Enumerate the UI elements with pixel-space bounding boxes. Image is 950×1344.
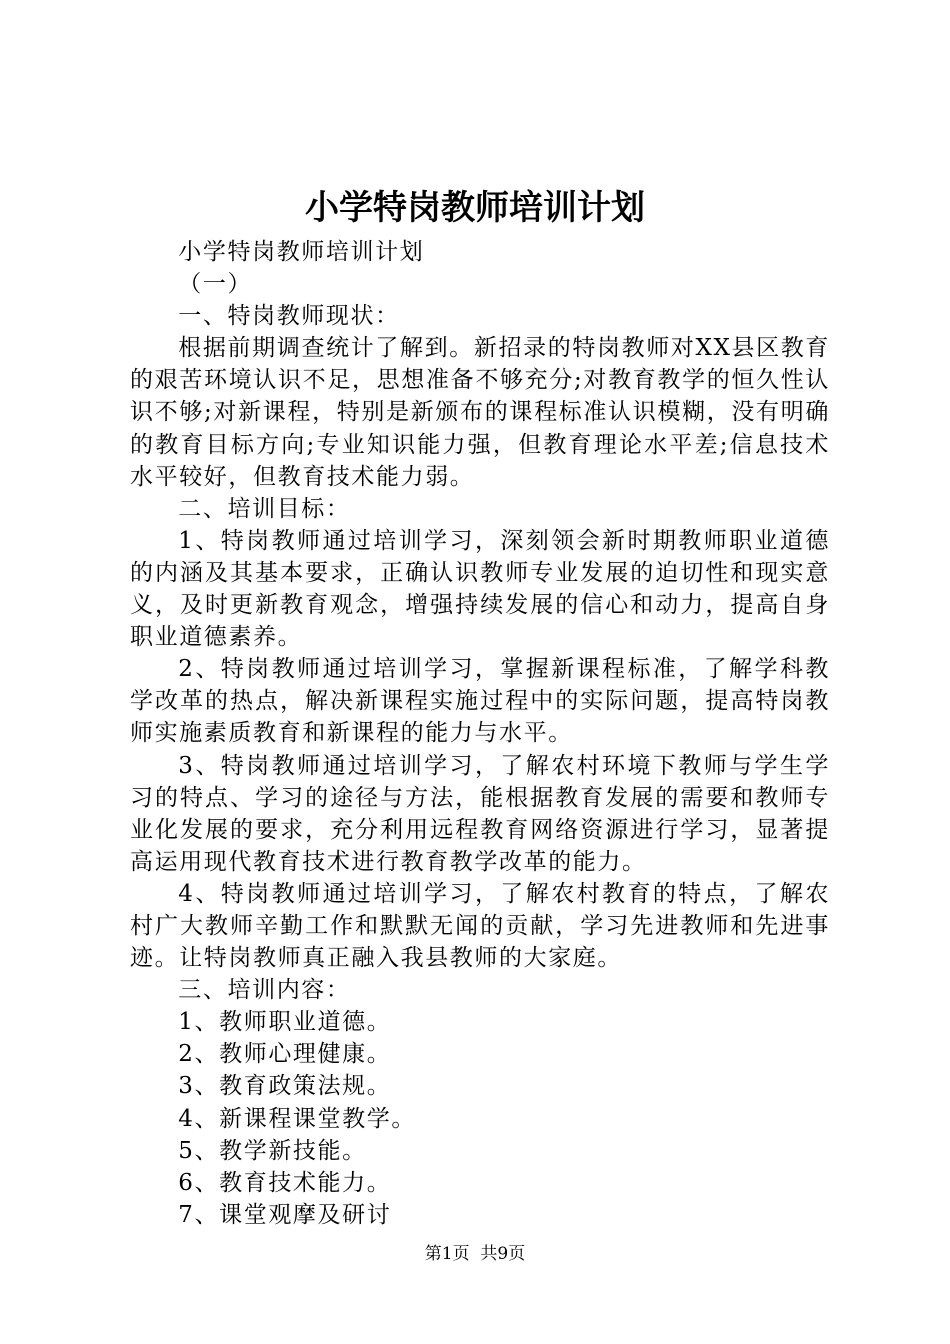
page-total: 共9页 <box>480 1244 526 1264</box>
paragraph-goal-4: 4、特岗教师通过培训学习，了解农村教育的特点，了解农村广大教师辛勤工作和默默无闻的贡献，学习先进教师和先进事迹。让特岗教师真正融入我县教师的大家庭。 <box>130 880 830 972</box>
paragraph-goal-3: 3、特岗教师通过培训学习，了解农村环境下教师与学生学习的特点、学习的途径与方法，能根据教育发展的需要和教师专业化发展的要求，充分利用远程教育网络资源进行学习，显著提高运用现代教育技术进行教育教学改革的能力。 <box>130 752 830 875</box>
page-footer <box>0 1242 950 1266</box>
content-item: 4、新课程课堂教学。 <box>178 1105 416 1132</box>
content-item: 2、教师心理健康。 <box>178 1041 392 1068</box>
section-heading-content: 三、培训内容： <box>178 977 351 1004</box>
subtitle-line: 小学特岗教师培训计划 <box>178 239 425 265</box>
page-number: 第1页 <box>424 1244 470 1264</box>
part-marker: （一） <box>178 271 253 298</box>
footer-gap <box>470 1244 481 1264</box>
content-item: 5、教学新技能。 <box>178 1137 367 1164</box>
paragraph-goal-1: 1、特岗教师通过培训学习，深刻领会新时期教师职业道德的内涵及其基本要求，正确认识教师专业发展的迫切性和现实意义，及时更新教育观念，增强持续发展的信心和动力，提高自身职业道德素养。 <box>130 527 830 651</box>
section-heading-status: 一、特岗教师现状： <box>178 303 400 330</box>
content-item: 3、教育政策法规。 <box>178 1073 392 1100</box>
content-item: 6、教育技术能力。 <box>178 1169 392 1196</box>
paragraph-status: 根据前期调查统计了解到。新招录的特岗教师对XX县区教育的艰苦环境认识不足，思想准备不够充分;对教育教学的恒久性认识不够;对新课程，特别是新颁布的课程标准认识模糊，没有明确的教育目标方向;专业知识能力强，但教育理论水平差;信息技术水平较好，但教育技术能力弱。 <box>130 335 830 490</box>
paragraph-goal-2: 2、特岗教师通过培训学习，掌握新课程标准，了解学科教学改革的热点，解决新课程实施过程中的实际问题，提高特岗教师实施素质教育和新课程的能力与水平。 <box>130 656 830 747</box>
document-body <box>130 236 830 1231</box>
content-item: 7、课堂观摩及研讨 <box>178 1201 392 1228</box>
section-heading-goals: 二、培训目标： <box>178 495 351 522</box>
content-item: 1、教师职业道德。 <box>178 1009 392 1036</box>
document-title: 小学特岗教师培训计划 <box>305 188 645 228</box>
